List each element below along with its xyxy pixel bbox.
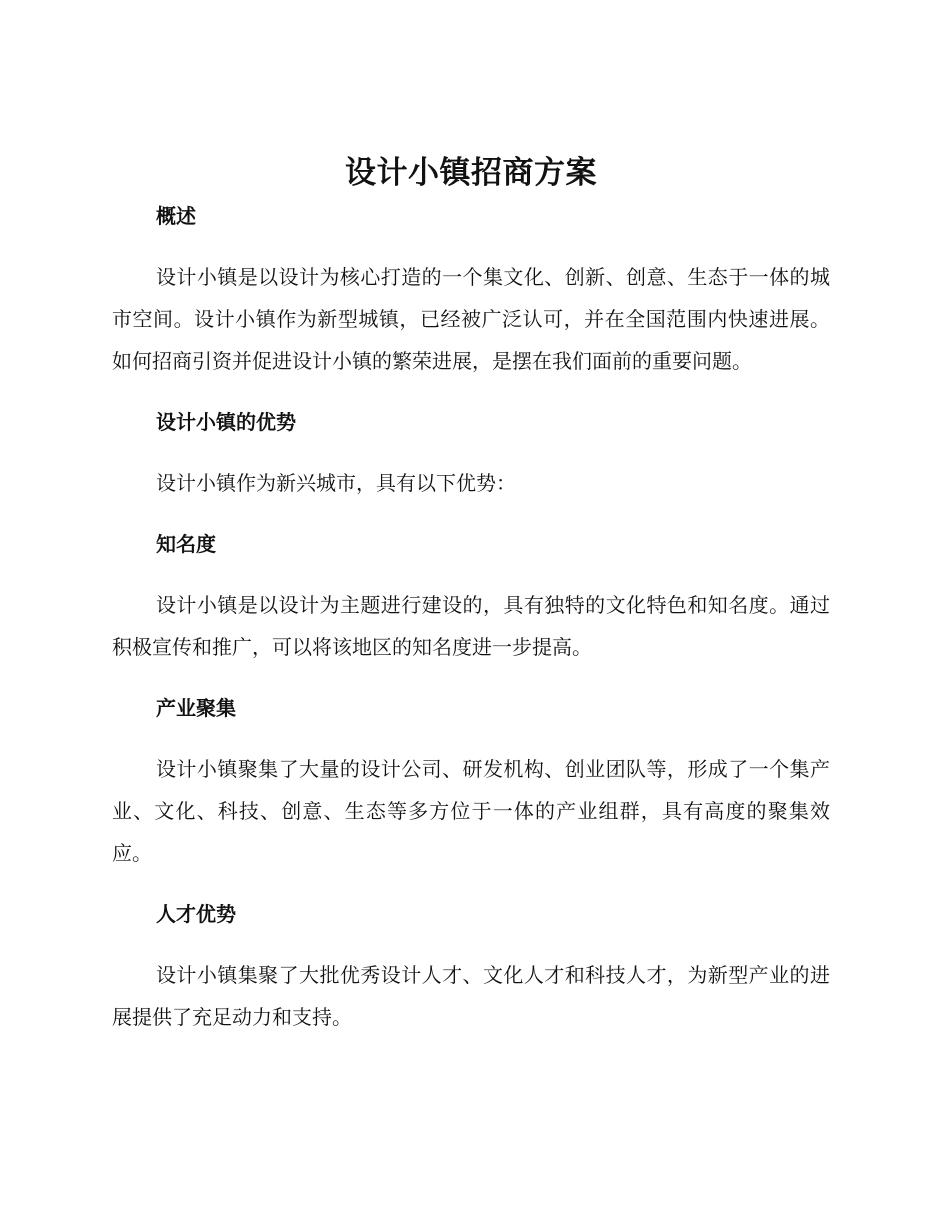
section-heading: 知名度	[156, 532, 216, 556]
section-advantages	[112, 408, 830, 530]
section-heading: 概述	[156, 204, 196, 228]
section-paragraph: 设计小镇是以设计为核心打造的一个集文化、创新、创意、生态于一体的城市空间。设计小镇作为新型城镇，已经被广泛认可，并在全国范围内快速进展。如何招商引资并促进设计小镇的繁荣进展，是摆在我们面前的重要问题。	[112, 265, 830, 373]
section-paragraph: 设计小镇聚集了大量的设计公司、研发机构、创业团队等，形成了一个集产业、文化、科技、创意、生态等多方位于一体的产业组群，具有高度的聚集效应。	[112, 757, 830, 865]
section-industry-cluster	[112, 694, 830, 900]
document-title: 设计小镇招商方案	[345, 155, 597, 191]
section-paragraph: 设计小镇是以设计为主题进行建设的，具有独特的文化特色和知名度。通过积极宣传和推广，可以将该地区的知名度进一步提高。	[112, 593, 830, 659]
document-page	[112, 150, 830, 1038]
section-paragraph: 设计小镇作为新兴城市，具有以下优势：	[156, 471, 516, 495]
section-talent	[112, 900, 830, 1038]
section-heading: 产业聚集	[156, 696, 236, 720]
section-overview	[112, 202, 830, 408]
section-paragraph: 设计小镇集聚了大批优秀设计人才、文化人才和科技人才，为新型产业的进展提供了充足动力和支持。	[112, 963, 830, 1029]
section-heading: 人才优势	[156, 902, 236, 926]
section-reputation	[112, 530, 830, 694]
section-heading: 设计小镇的优势	[156, 410, 296, 434]
